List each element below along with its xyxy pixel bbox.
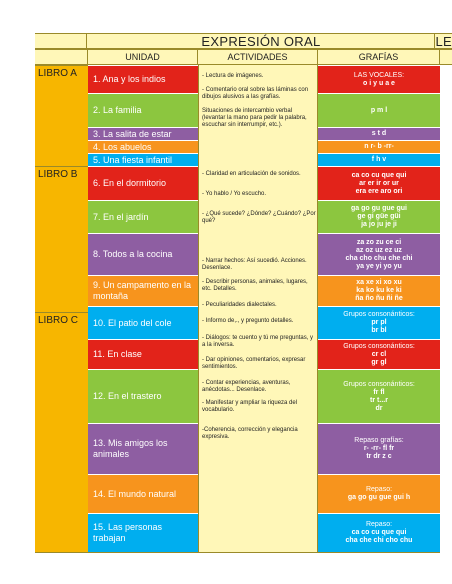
grafia-cell <box>318 140 440 153</box>
unit-row: 12. En el trastero <box>88 369 198 423</box>
libro-c-label: LIBRO C <box>35 312 88 552</box>
grafia-title: LAS VOCALES: <box>353 71 405 79</box>
grafia-title: Repaso: <box>365 486 393 493</box>
activity-text: - Diálogos: te cuento y tú me preguntas, y a la inversa. <box>202 335 314 348</box>
grafia-cell <box>318 127 440 140</box>
grafia-letters: ga go gu gue gui ge gi güe güi ja jo ju je ji <box>351 205 407 228</box>
activity-text: - Yo hablo / Yo escucho. <box>202 191 267 197</box>
activities-column <box>198 65 318 552</box>
grafia-letters: r- -rr- fl fr tr dr z c <box>363 445 395 460</box>
unit-row: 4. Los abuelos <box>88 140 198 153</box>
grafia-letters: f h v <box>371 156 387 163</box>
grafia-cell <box>318 275 440 306</box>
grafia-letters: fr fl tr t...r dr <box>370 388 388 412</box>
column-header-grafias: GRAFÍAS <box>318 50 440 64</box>
grafia-cell <box>318 153 440 166</box>
activity-text: - Manifestar y ampliar la riqueza del vocabulario. <box>202 400 298 413</box>
activity-text: - Contar experiencias, aventuras, anécdotas... Desenlace. <box>202 380 291 393</box>
unit-row: 1. Ana y los indios <box>88 65 198 93</box>
grafia-letters: xa xe xi xo xu ka ko ku ke ki ña ño ñu ñi ñe <box>355 279 403 302</box>
unit-row: 7. En el jardín <box>88 200 198 233</box>
unit-row: 9. Un campamento en la montaña <box>88 275 198 306</box>
grafia-title: Grupos consonánticos: <box>343 380 415 388</box>
activity-text: - Describir personas, animales, lugares, etc. Detalles. <box>202 279 308 292</box>
grafia-cell <box>318 339 440 369</box>
column-header-right <box>440 50 452 64</box>
grafia-letters: ca co cu que qui cha che chi cho chu <box>345 529 413 544</box>
activity-text: - Narrar hechos: Así sucedió. Acciones. Desenlace. <box>202 258 307 271</box>
grafia-letters: o i y u a e <box>363 79 395 87</box>
unit-row: 6. En el dormitorio <box>88 166 198 200</box>
unit-row: 3. La salita de estar <box>88 127 198 140</box>
activity-text: - Dar opiniones, comentarios, expresar sentimientos. <box>202 357 306 370</box>
header-blank <box>35 34 87 48</box>
header-row-columns <box>35 49 452 65</box>
grafia-title: Grupos consonánticos: <box>343 342 415 350</box>
right-margin <box>440 65 452 552</box>
grafia-title: Repaso: <box>365 521 393 528</box>
header-blank-2 <box>35 50 88 64</box>
grafia-letters: za zo zu ce ci az oz uz ez uz cha cho chu che chi ya ye yi yo yu <box>345 238 413 270</box>
section-title: EXPRESIÓN ORAL <box>87 34 435 48</box>
grafia-letters: ga go gu gue gui h <box>347 494 411 501</box>
unit-row: 13. Mis amigos los animales <box>88 423 198 474</box>
unit-row: 8. Todos a la cocina <box>88 233 198 275</box>
grafia-title: Grupos consonánticos: <box>343 311 415 318</box>
grafia-letters: pr pl br bl <box>371 319 387 334</box>
grafia-cell <box>318 513 440 552</box>
grafia-cell <box>318 474 440 513</box>
grafias-column <box>318 65 440 552</box>
libro-a-label: LIBRO A <box>35 65 88 166</box>
grafia-letters: p m l <box>370 106 388 114</box>
activity-text: -Coherencia, corrección y elegancia expresiva. <box>202 427 298 440</box>
unit-row: 5. Una fiesta infantil <box>88 153 198 166</box>
activity-text: - ¿Qué sucede? ¿Dónde? ¿Cuándo? ¿Por qué? <box>202 211 316 224</box>
grafia-cell <box>318 93 440 127</box>
activity-text: - Peculiaridades dialectales. <box>202 302 277 308</box>
activity-text: - Comentario oral sobre las láminas con dibujos alusivos a las grafías. <box>202 87 309 100</box>
activity-text: Situaciones de intercambio verbal (levantar la mano para pedir la palabra, escuchar sin interrumpir, etc.). <box>202 108 307 128</box>
libro-b-label: LIBRO B <box>35 166 88 312</box>
activity-text: - Informo de,., y pregunto detalles. <box>202 318 294 324</box>
column-header-unidad: UNIDAD <box>88 50 198 64</box>
section-title-right: LE <box>435 33 452 49</box>
grafia-letters: s t d <box>371 130 387 137</box>
unit-row: 2. La familia <box>88 93 198 127</box>
grafia-cell <box>318 200 440 233</box>
grafia-title: Repaso grafías: <box>354 437 404 444</box>
grafia-cell <box>318 233 440 275</box>
grafia-cell <box>318 65 440 93</box>
activity-text: - Lectura de imágenes. <box>202 73 264 79</box>
table-bottom-border <box>35 552 440 553</box>
unit-row: 11. En clase <box>88 339 198 369</box>
grafia-cell <box>318 306 440 339</box>
unit-row: 10. El patio del cole <box>88 306 198 339</box>
grafia-letters: cr cl gr gl <box>371 350 387 366</box>
grafia-letters: n r- b -rr- <box>364 143 394 150</box>
unit-column <box>88 65 198 552</box>
activity-text: - Claridad en articulación de sonidos. <box>202 171 301 177</box>
grafia-cell <box>318 423 440 474</box>
unit-row: 15. Las personas trabajan <box>88 513 198 552</box>
column-header-actividades: ACTIVIDADES <box>198 50 318 64</box>
grafia-letters: ca co cu que qui ar er ir or ur era ere aro ori <box>351 171 407 195</box>
table-header <box>35 33 452 65</box>
unit-row: 14. El mundo natural <box>88 474 198 513</box>
grafia-cell <box>318 369 440 423</box>
header-row-title <box>35 33 452 49</box>
grafia-cell <box>318 166 440 200</box>
